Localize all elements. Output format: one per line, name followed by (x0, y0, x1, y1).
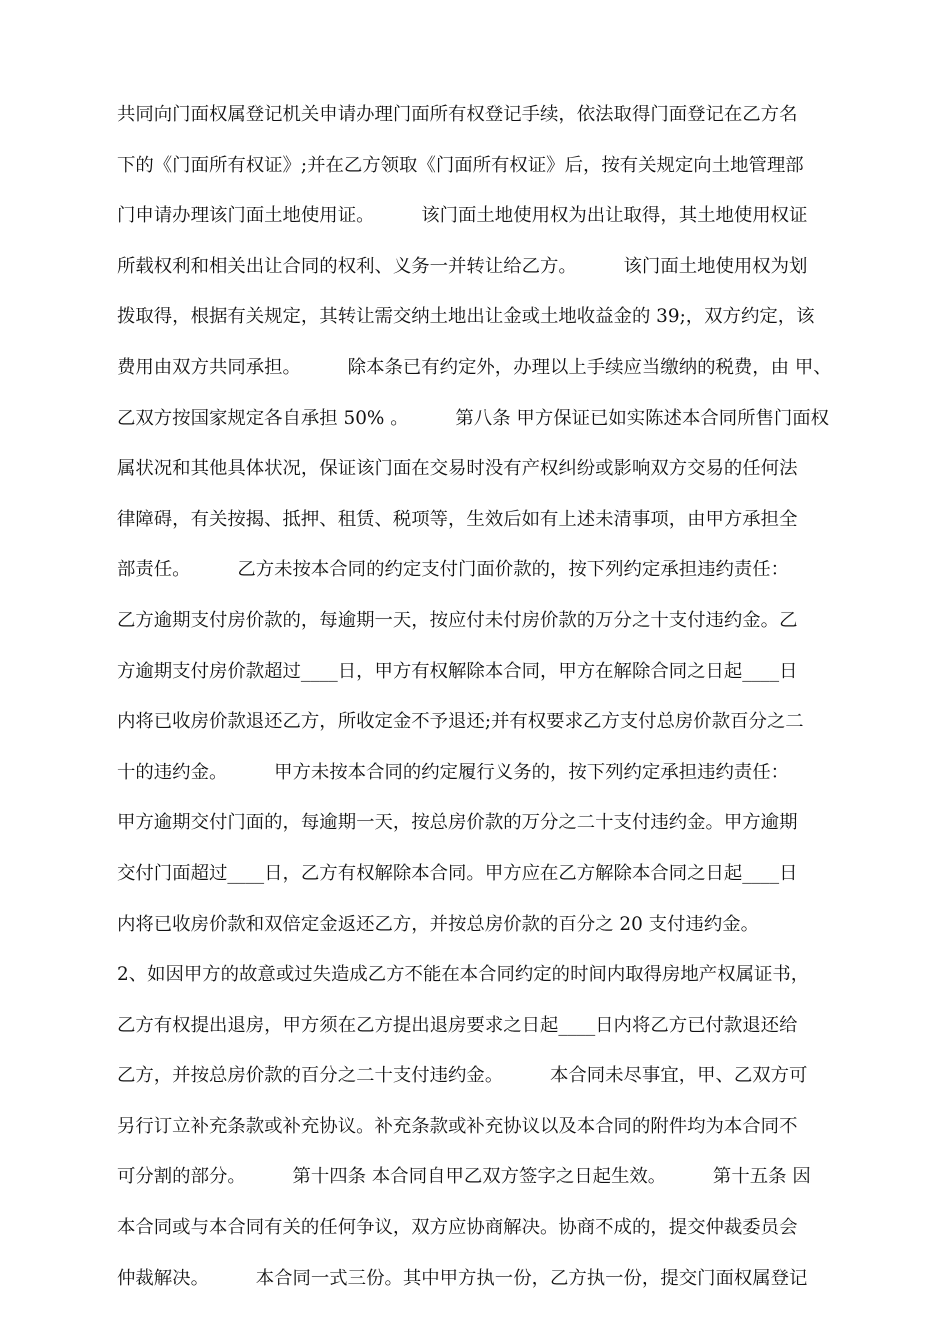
text-line: 另行订立补充条款或补充协议。补充条款或补充协议以及本合同的附件均为本合同不 (117, 1115, 798, 1137)
text-line: 乙双方按国家规定各自承担 50% 。 第八条 甲方保证已如实陈述本合同所售门面权 (117, 407, 830, 429)
text-line: 本合同或与本合同有关的任何争议，双方应协商解决。协商不成的，提交仲裁委员会 (117, 1217, 798, 1239)
text-line: 十的违约金。 甲方未按本合同的约定履行义务的，按下列约定承担违约责任： (117, 761, 790, 783)
text-line: 内将已收房价款和双倍定金返还乙方，并按总房价款的百分之 20 支付违约金。 (117, 913, 759, 935)
contract-text-body (117, 96, 837, 1310)
text-line: 乙方有权提出退房，甲方须在乙方提出退房要求之日起____日内将乙方已付款退还给 (117, 1014, 798, 1036)
text-line: 乙方逾期支付房价款的，每逾期一天，按应付未付房价款的万分之十支付违约金。乙 (117, 609, 798, 631)
text-line: 下的《门面所有权证》;并在乙方领取《门面所有权证》后，按有关规定向土地管理部 (117, 154, 804, 176)
text-line: 所载权利和相关出让合同的权利、义务一并转让给乙方。 该门面土地使用权为划 (117, 255, 808, 277)
text-line: 2、如因甲方的故意或过失造成乙方不能在本合同约定的时间内取得房地产权属证书， (117, 964, 810, 986)
text-line: 律障碍，有关按揭、抵押、租赁、税项等，生效后如有上述未清事项，由甲方承担全 (117, 508, 798, 530)
text-line: 部责任。 乙方未按本合同的约定支付门面价款的，按下列约定承担违约责任： (117, 559, 790, 581)
text-line: 费用由双方共同承担。 除本条已有约定外，办理以上手续应当缴纳的税费，由 甲、 (117, 356, 832, 378)
text-line: 交付门面超过____日，乙方有权解除本合同。甲方应在乙方解除本合同之日起____日 (117, 862, 798, 884)
text-line: 内将已收房价款退还乙方，所收定金不予退还;并有权要求乙方支付总房价款百分之二 (117, 711, 804, 733)
text-line: 可分割的部分。 第十四条 本合同自甲乙双方签字之日起生效。 第十五条 因 (117, 1166, 811, 1188)
text-line: 甲方逾期交付门面的，每逾期一天，按总房价款的万分之二十支付违约金。甲方逾期 (117, 812, 798, 834)
text-line: 门申请办理该门面土地使用证。 该门面土地使用权为出让取得，其土地使用权证 (117, 205, 808, 227)
text-line: 共同向门面权属登记机关申请办理门面所有权登记手续，依法取得门面登记在乙方名 (117, 104, 798, 125)
text-line: 方逾期支付房价款超过____日，甲方有权解除本合同，甲方在解除合同之日起____日 (117, 660, 798, 682)
text-line: 属状况和其他具体状况，保证该门面在交易时没有产权纠纷或影响双方交易的任何法 (117, 458, 798, 480)
text-line: 仲裁解决。 本合同一式三份。其中甲方执一份，乙方执一份，提交门面权属登记 (117, 1267, 808, 1289)
text-line: 拨取得，根据有关规定，其转让需交纳土地出让金或土地收益金的 39;，双方约定，该 (117, 306, 815, 328)
text-line: 乙方，并按总房价款的百分之二十支付违约金。 本合同未尽事宜，甲、乙双方可 (117, 1065, 808, 1087)
